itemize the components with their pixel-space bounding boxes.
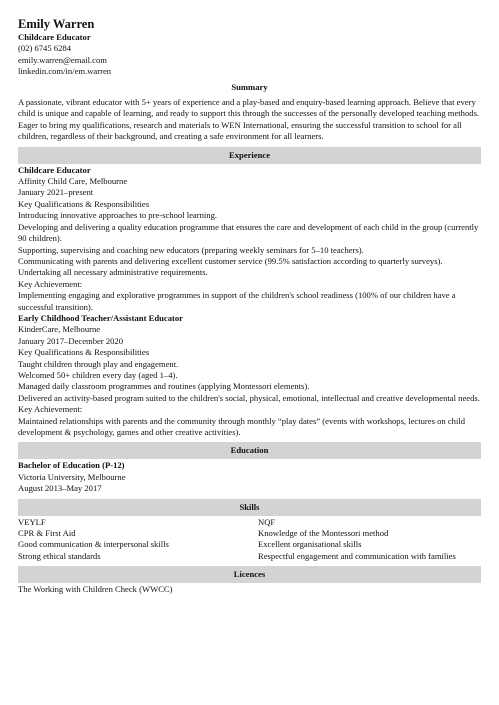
- education-entry: [18, 460, 481, 494]
- job-role: Childcare Educator: [18, 164, 91, 175]
- list-item: Delivered an activity-based program suited to the children's social, physical, emotional, intellectual and creative developmental needs.: [18, 392, 480, 403]
- job-1: [18, 165, 481, 313]
- skill-item: CPR & First Aid: [18, 528, 76, 539]
- job-role: Early Childhood Teacher/Assistant Educator: [18, 312, 183, 323]
- achievement-heading: Key Achievement:: [18, 404, 83, 415]
- header: [18, 17, 481, 78]
- list-item: Introducing innovative approaches to pre-school learning.: [18, 210, 218, 221]
- list-item: Managed daily classroom programmes and routines (applying Montessori elements).: [18, 381, 310, 392]
- list-item: Undertaking all necessary administrative requirements.: [18, 267, 208, 278]
- education-dates: August 2013–May 2017: [18, 483, 102, 494]
- email: emily.warren@email.com: [18, 54, 107, 65]
- job-2: [18, 313, 481, 438]
- qualifications-heading: Key Qualifications & Responsibilities: [18, 198, 150, 209]
- list-item: Supporting, supervising and coaching new educators (preparing weekly seminars for 5–10 teachers).: [18, 244, 364, 255]
- skill-item: Strong ethical standards: [18, 550, 101, 561]
- skill-item: Knowledge of the Montessori method: [258, 528, 389, 539]
- school: Victoria University, Melbourne: [18, 471, 126, 482]
- skills-left-column: [18, 517, 258, 563]
- experience-heading: Experience: [18, 147, 481, 164]
- list-item: Welcomed 50+ children every day (aged 1–4).: [18, 369, 178, 380]
- resume-content: [18, 17, 481, 596]
- skill-item: Excellent organisational skills: [258, 539, 362, 550]
- job-company: KinderCare, Melbourne: [18, 324, 101, 335]
- skills-grid: [18, 517, 481, 563]
- achievement-text: Implementing engaging and explorative programmes in support of the children's school readiness (100% of our children have a successful transition).: [18, 290, 456, 312]
- skill-item: VEYLF: [18, 516, 46, 527]
- list-item: Communicating with parents and delivering excellent customer service (99.5% satisfaction according to quarterly surveys).: [18, 255, 443, 266]
- candidate-name: Emily Warren: [18, 17, 95, 31]
- list-item: Developing and delivering a quality education programme that ensures the care and development of each child in the group (currently 90 children).: [18, 221, 479, 244]
- licences-heading: Licences: [18, 566, 481, 583]
- qualifications-heading: Key Qualifications & Responsibilities: [18, 347, 150, 358]
- job-dates: January 2017–December 2020: [18, 335, 124, 346]
- summary-text: A passionate, vibrant educator with 5+ years of experience and a play-based and enquiry-based learning approach. Believe that every child is unique and capable of learning, and ready to support this through the successes of the personally developed teaching methods. Eager to bring my qualifications, research and materials to WEN International, ensuring the successful transition to school for all children, regardless of their background, and creating a safe environment for all learners.: [18, 97, 480, 142]
- achievement-text: Maintained relationships with parents and the community through monthly “play dates” (events with workshops, lectures on child development & psychology, games and other creative activities).: [18, 415, 466, 437]
- job-title: Childcare Educator: [18, 32, 91, 42]
- skill-item: Good communication & interpersonal skills: [18, 539, 169, 550]
- job-dates: January 2021–present: [18, 187, 94, 198]
- phone: (02) 6745 6284: [18, 43, 71, 54]
- skills-heading: Skills: [18, 499, 481, 516]
- achievement-heading: Key Achievement:: [18, 278, 83, 289]
- job-company: Affinity Child Care, Melbourne: [18, 176, 128, 187]
- licence-item: The Working with Children Check (WWCC): [18, 584, 173, 595]
- skill-item: NQF: [258, 516, 276, 527]
- skill-item: Respectful engagement and communication with families: [258, 550, 456, 561]
- linkedin: linkedin.com/in/em.warren: [18, 66, 112, 77]
- degree: Bachelor of Education (P-12): [18, 460, 125, 471]
- list-item: Taught children through play and engagement.: [18, 358, 179, 369]
- education-heading: Education: [18, 442, 481, 459]
- skills-right-column: [258, 517, 481, 563]
- summary-heading: Summary: [231, 81, 268, 92]
